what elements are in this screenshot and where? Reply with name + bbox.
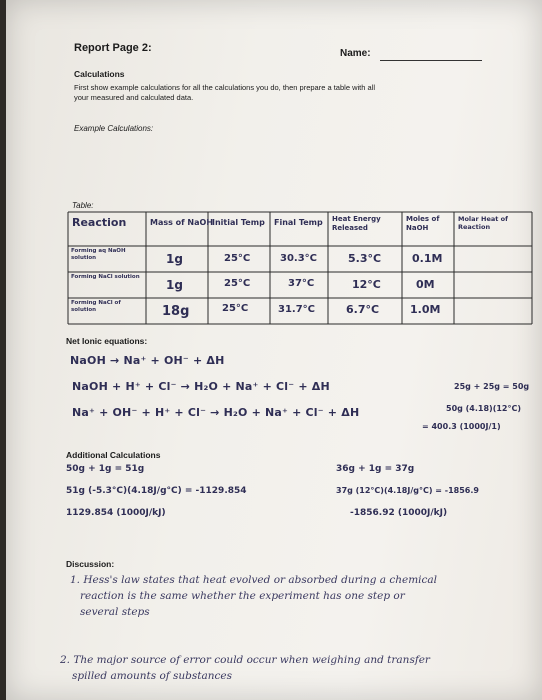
- header-heat-energy: Heat Energy Released: [332, 215, 381, 232]
- calculations-instructions: [74, 83, 494, 103]
- page-title: Report Page 2:: [74, 42, 152, 54]
- row3-reaction: Forming NaCl of solution: [71, 300, 121, 313]
- side-calc-2: 50g (4.18)(12°C): [446, 404, 522, 413]
- instructions-line-1: First show example calculations for all the calculations you do, then prepare a table with all: [74, 83, 375, 92]
- name-blank-line: [380, 60, 482, 61]
- header-initial-temp: Initial Temp: [212, 218, 265, 227]
- example-calculations-label: Example Calculations:: [74, 124, 154, 133]
- discussion-2-line-1: 2. The major source of error could occur when weighing and transfer: [60, 654, 430, 666]
- row3-mass: 18g: [162, 304, 190, 319]
- name-label: Name:: [340, 48, 371, 59]
- worksheet-page: [6, 0, 542, 700]
- calculations-heading: Calculations: [74, 69, 125, 79]
- row2-initial-temp: 25°C: [224, 278, 251, 289]
- instructions-line-2: your measured and calculated data.: [74, 93, 194, 102]
- add-calc-left-2: 51g (-5.3°C)(4.18J/g°C) = -1129.854: [66, 486, 247, 496]
- header-reaction: Reaction: [72, 216, 127, 229]
- net-ionic-eq-1: NaOH → Na⁺ + OH⁻ + ΔH: [70, 354, 225, 367]
- add-calc-right-2: 37g (12°C)(4.18J/g°C) = -1856.9: [336, 486, 479, 495]
- header-final-temp: Final Temp: [274, 218, 323, 227]
- row2-final-temp: 37°C: [288, 278, 315, 289]
- row1-heat-energy: 5.3°C: [348, 252, 382, 265]
- side-calc-3: = 400.3 (1000J/1): [422, 422, 501, 431]
- table-label: Table:: [72, 201, 94, 210]
- header-moles: Moles of NaOH: [406, 215, 440, 232]
- discussion-label: Discussion:: [66, 559, 115, 569]
- additional-calculations-label: Additional Calculations: [66, 450, 161, 460]
- add-calc-right-3: -1856.92 (1000J/kJ): [350, 508, 448, 518]
- row3-heat-energy: 6.7°C: [346, 303, 380, 316]
- header-mass: Mass of NaOH: [150, 218, 214, 227]
- net-ionic-eq-3: Na⁺ + OH⁻ + H⁺ + Cl⁻ → H₂O + Na⁺ + Cl⁻ + ΔH: [72, 406, 360, 419]
- row2-moles: 0M: [416, 278, 435, 291]
- side-calc-1: 25g + 25g = 50g: [454, 382, 530, 391]
- row3-initial-temp: 25°C: [222, 303, 249, 314]
- net-ionic-label: Net Ionic equations:: [66, 336, 148, 346]
- discussion-2-line-2: spilled amounts of substances: [72, 670, 232, 682]
- row1-moles: 0.1M: [412, 252, 443, 265]
- row2-reaction: Forming NaCl solution: [71, 274, 140, 280]
- discussion-1-line-3: several steps: [80, 606, 150, 618]
- add-calc-left-3: 1129.854 (1000J/kJ): [66, 508, 166, 518]
- discussion-1-line-2: reaction is the same whether the experiment has one step or: [80, 590, 405, 602]
- row1-reaction: Forming aq NaOH solution: [71, 248, 126, 261]
- row1-initial-temp: 25°C: [224, 253, 251, 264]
- row1-final-temp: 30.3°C: [280, 253, 318, 264]
- row3-moles: 1.0M: [410, 303, 441, 316]
- net-ionic-eq-2: NaOH + H⁺ + Cl⁻ → H₂O + Na⁺ + Cl⁻ + ΔH: [72, 380, 330, 393]
- row1-mass: 1g: [166, 252, 183, 266]
- add-calc-right-1: 36g + 1g = 37g: [336, 464, 415, 474]
- row2-heat-energy: 12°C: [352, 278, 381, 291]
- discussion-answer-2: [60, 652, 540, 684]
- add-calc-left-1: 50g + 1g = 51g: [66, 464, 145, 474]
- discussion-1-line-1: 1. Hess's law states that heat evolved or absorbed during a chemical: [70, 574, 438, 586]
- discussion-answer-1: [70, 572, 540, 620]
- row3-final-temp: 31.7°C: [278, 304, 316, 315]
- row2-mass: 1g: [166, 278, 183, 292]
- header-molar-heat: Molar Heat of Reaction: [458, 215, 508, 231]
